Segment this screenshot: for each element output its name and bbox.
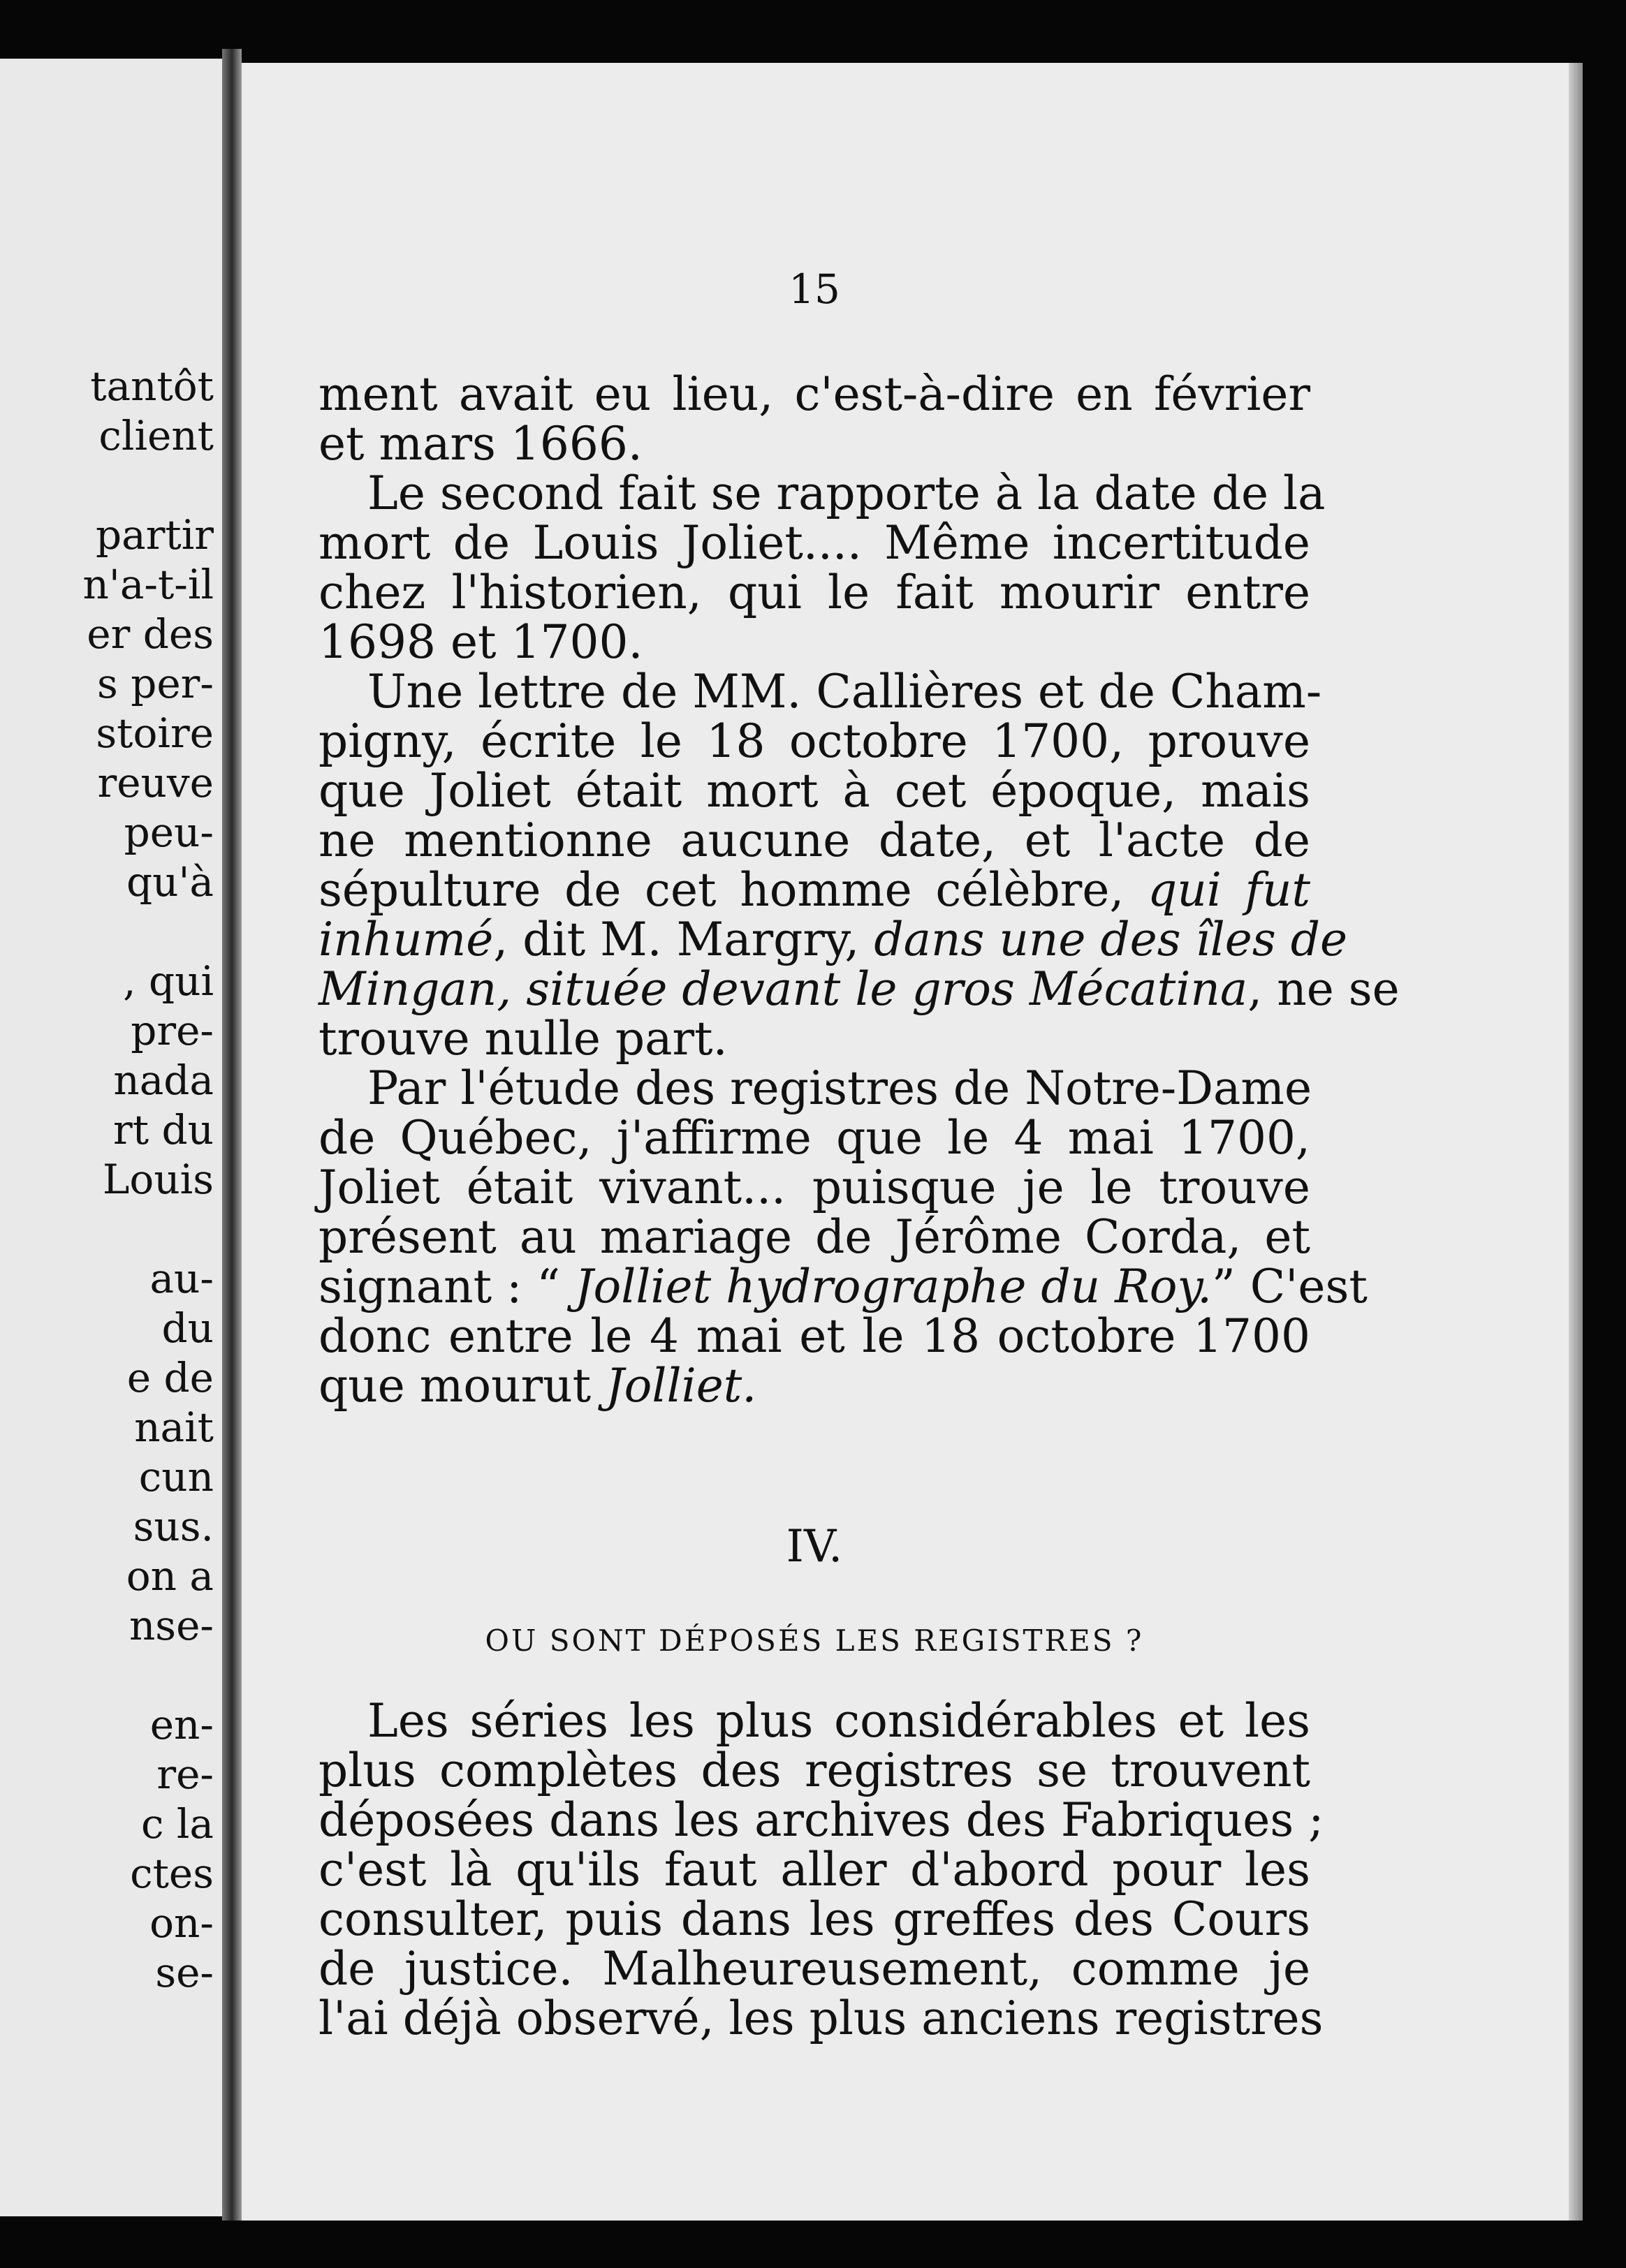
left-fragment-line: er des	[87, 610, 214, 658]
text-line	[318, 1163, 1310, 1212]
left-fragment-line: se-	[155, 1949, 214, 1996]
left-fragment-line: reuve	[97, 759, 214, 807]
text-segment: l'ai déjà observé, les plus anciens registres	[318, 1991, 1324, 2045]
text-line	[318, 367, 1310, 421]
italic-text: dans une des îles de	[874, 913, 1348, 966]
text-line	[318, 1260, 1368, 1313]
text-line	[318, 1694, 1310, 1748]
text-line	[318, 1061, 1312, 1115]
left-fragment-line: sus.	[133, 1503, 214, 1550]
left-fragment-line: du	[161, 1304, 214, 1352]
text-segment: et mars 1666.	[318, 417, 643, 471]
text-line	[318, 1012, 1310, 1066]
text-line	[318, 1793, 1324, 1847]
text-line	[318, 714, 1310, 768]
left-fragment-line: rt du	[113, 1106, 214, 1154]
left-fragment-line: ctes	[130, 1850, 214, 1897]
italic-text: qui fut	[1148, 863, 1310, 917]
text-line	[318, 466, 1326, 520]
book-gutter	[222, 49, 242, 2221]
left-fragment-line: re-	[156, 1751, 214, 1798]
italic-text: Jolliet hydrographe du Roy.	[575, 1260, 1213, 1313]
left-fragment-line: client	[98, 412, 214, 459]
left-fragment-line: en-	[149, 1701, 214, 1748]
left-fragment-line: stoire	[96, 709, 214, 757]
left-fragment-line: e de	[126, 1354, 214, 1401]
left-page-edge	[0, 59, 222, 2216]
left-fragment-line: nada	[113, 1056, 214, 1104]
section-title: OU SONT DÉPOSÉS LES REGISTRES ?	[485, 1623, 1144, 1658]
text-segment: trouve nulle part.	[318, 1012, 728, 1066]
text-line	[318, 764, 1310, 818]
left-fragment-line: partir	[95, 511, 214, 559]
text-line	[318, 1942, 1310, 1996]
left-fragment-line: pre-	[131, 1007, 214, 1054]
left-fragment-line: Louis	[102, 1156, 214, 1203]
left-fragment-line: , qui	[123, 957, 214, 1005]
text-segment: Par l'étude des registres de Notre-Dame	[367, 1061, 1312, 1115]
left-fragment-line: on a	[126, 1552, 214, 1600]
left-fragment-line: cun	[138, 1453, 214, 1501]
text-line	[318, 417, 1310, 471]
text-segment: chez l'historien, qui le fait mourir entre	[318, 566, 1310, 619]
text-segment: c'est là qu'ils faut aller d'abord pour les	[318, 1843, 1310, 1897]
text-line	[318, 1210, 1310, 1264]
text-line	[318, 1892, 1310, 1946]
text-line	[318, 1309, 1310, 1363]
left-fragment-line: s per-	[97, 660, 214, 707]
left-fragment-line: nait	[134, 1404, 214, 1451]
text-segment: Une lettre de MM. Callières et de Cham-	[367, 665, 1322, 719]
text-segment: mort de Louis Joliet.... Même incertitude	[318, 516, 1310, 570]
text-segment: ne mentionne aucune date, et l'acte de	[318, 813, 1310, 867]
text-line	[318, 665, 1322, 719]
section-number: IV.	[786, 1521, 843, 1573]
text-segment: que Joliet était mort à cet époque, mais	[318, 764, 1310, 818]
page-number: 15	[789, 265, 840, 313]
italic-text: Mingan, située devant le gros Mécatina	[318, 962, 1248, 1016]
text-segment: pigny, écrite le 18 octobre 1700, prouve	[318, 714, 1310, 768]
text-line	[318, 1746, 1310, 1795]
text-line	[318, 1359, 1310, 1413]
text-segment: , ne se	[1247, 962, 1400, 1016]
text-segment: ” C'est	[1212, 1260, 1368, 1313]
text-segment: présent au mariage de Jérôme Corda, et	[318, 1210, 1310, 1264]
text-segment: , dit M. Margry,	[493, 913, 874, 966]
left-fragment-line: qu'à	[126, 858, 214, 906]
text-line	[318, 813, 1310, 867]
text-line	[318, 962, 1400, 1016]
left-fragment-line: peu-	[124, 809, 214, 856]
text-segment: Le second fait se rapporte à la date de la	[367, 466, 1326, 520]
left-fragment-line: on-	[149, 1899, 214, 1947]
text-line	[318, 913, 1348, 966]
text-segment: plus complètes des registres se trouvent	[318, 1744, 1310, 1797]
left-fragment-line: c la	[140, 1800, 214, 1848]
text-line	[318, 516, 1310, 570]
text-line	[318, 1991, 1324, 2045]
text-segment: de Québec, j'affirme que le 4 mai 1700,	[318, 1111, 1310, 1165]
right-page-edge	[1569, 63, 1583, 2221]
text-segment: ment avait eu lieu, c'est-à-dire en février	[318, 367, 1310, 421]
text-segment: Les séries les plus considérables et les	[367, 1694, 1310, 1748]
text-segment: donc entre le 4 mai et le 18 octobre 1700	[318, 1309, 1310, 1363]
text-segment: Joliet était vivant... puisque je le trouve	[318, 1161, 1310, 1214]
left-fragment-line: nse-	[129, 1602, 214, 1649]
text-segment: sépulture de cet homme célèbre,	[318, 863, 1148, 917]
text-segment: signant : “	[318, 1260, 576, 1313]
text-line	[318, 1843, 1310, 1897]
text-line	[318, 615, 1310, 669]
text-segment: que mourut	[318, 1359, 606, 1413]
text-segment: consulter, puis dans les greffes des Cours	[318, 1892, 1310, 1946]
right-page	[242, 63, 1569, 2221]
italic-text: inhumé	[318, 913, 494, 966]
text-segment: 1698 et 1700.	[318, 615, 643, 669]
text-segment: déposées dans les archives des Fabriques ;	[318, 1793, 1324, 1847]
left-fragment-line: au-	[149, 1255, 214, 1302]
text-line	[318, 1111, 1310, 1165]
left-fragment-line: tantôt	[90, 362, 214, 410]
italic-text: Jolliet.	[606, 1359, 757, 1413]
text-segment: de justice. Malheureusement, comme je	[318, 1942, 1310, 1996]
text-line	[318, 568, 1310, 617]
left-fragment-line: n'a-t-il	[82, 561, 214, 608]
text-line	[318, 863, 1310, 917]
